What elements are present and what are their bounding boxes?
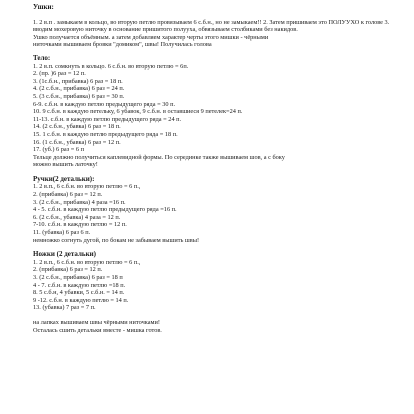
arms-step: 4 - 5. с.б.н. в каждую петлю предыдущего ряда =16 п.: [33, 206, 177, 214]
section-title-legs: Ножки (2 детальки): [33, 250, 97, 259]
legs-step: 3. (2 с.б.н., прибавка) 6 раз = 18 п: [33, 274, 123, 281]
legs-footer-note: на лапках вышиваем швы чёрными ниточками!: [33, 318, 160, 326]
ears-line: ниточками вышиваем бровки "домиком", швы! Получилась голова: [33, 41, 212, 49]
arms-step: 3. (2 с.б.н., прибавка) 4 раза =16 п.: [33, 198, 126, 206]
section-body: [33, 55, 395, 169]
legs-step: 2. (прибавка) 6 раз = 12 п.: [33, 266, 103, 274]
legs-step: 9 -12. с.б.н. в каждую петлю = 14 п.: [33, 296, 129, 304]
ears-paragraph: 1. 2 в.п . замыкаем в кольцо, во вторую петлю провязываем 6 с.б.н., но не замыкаем!! 2. Затем пришиваем это ПОЛУУХО к голове 3. вводим мохеровую ниточку в основание пришитого полууха, обвязываем столбиками без накидов.: [33, 18, 390, 34]
arms-step: 2. (прибавка) 6 раз = 12 п.: [33, 191, 103, 199]
legs-step: 4 - 7. с.б.н. в каждую петлю =18 п.: [33, 281, 126, 289]
ears-line: Ушко получается объёмным. а затем добавляем характер черты этого мишки - чёрными: [33, 33, 269, 41]
legs-step: 8. 5 с.б.н, 4 убавки, 5 с.б.н. = 14 п.: [33, 289, 125, 297]
legs-footer-note: Осталась сшить детальки вместе - мишка готов.: [33, 326, 162, 334]
section-title-ears: Ушки:: [33, 3, 54, 11]
body-step: 15. 1 с.б.н. в каждую петлю предыдущего ряда = 18 п.: [33, 130, 178, 138]
arms-note: немножко согнуть дугой, по бокам не забываем вышить швы!: [33, 236, 200, 244]
arms-step: 7-10. с.б.н. в каждую петлю = 12 п.: [33, 221, 127, 229]
section-title-arms: Ручки(2 детальки):: [33, 174, 95, 183]
body-step: 6-9. с.б.н. в каждую петлю предыдущего ряда = 30 п.: [33, 100, 176, 108]
section-arms: [33, 176, 395, 244]
legs-step: 1. 2 в.п., 6 с.б.н. во вторую петлю = 6 п.,: [33, 258, 141, 266]
body-step: 2. (пр. )6 раз = 12 п.: [33, 70, 86, 78]
body-step: 14. (2 с.б.н., убавка) 6 раз = 18 п.: [33, 123, 121, 131]
body-note: можно вышить латочку!: [33, 161, 98, 169]
body-note: Тельце должно получиться каплевидной формы. По серединке также вышиваем шов, а с боку: [33, 153, 285, 161]
body-step: 17. (уб.) 6 раз = 6 п: [33, 146, 85, 154]
document-page: [33, 4, 395, 334]
legs-step: 13. (убавка) 7 раз = 7 п.: [33, 304, 96, 312]
arms-step: 11. (убавка) 6 раз 6 п.: [33, 229, 91, 237]
body-step: 4. (2 с.б.н., прибавка) 6 раз = 24 п.: [33, 85, 125, 93]
section-title-body: Тело:: [33, 53, 51, 62]
arms-step: 1. 2 в.п., 6 с.б.н. во вторую петлю = 6 п.,: [33, 183, 141, 191]
body-step: 11-13. с.б.н. в каждую петлю предыдущего ряда = 24 п.: [33, 115, 182, 123]
body-step: 3. (1с.б.н., прибавка) 6 раз = 18 п.: [33, 77, 123, 85]
arms-step: 6. (2 с.б.н., убавка) 4 раза = 12 п.: [33, 213, 121, 221]
section-legs: [33, 251, 395, 334]
body-step: 5. (3 с.б.н., прибавка) 6 раз = 30 п.: [33, 92, 125, 100]
section-ears: [33, 4, 395, 49]
body-step: 16. (1 с.б.н., убавка) 6 раз = 12 п.: [33, 138, 121, 146]
body-step: 1. 2 в.п. сомкнуть в кольцо. 6 с.б.н. во вторую петлю = 6п.: [33, 62, 189, 70]
body-step: 10. 9 с.б.н. в каждую петельку, 6 убавок, 9 с.б.н. в оставшиеся 9 петелек=24 п.: [33, 108, 243, 116]
